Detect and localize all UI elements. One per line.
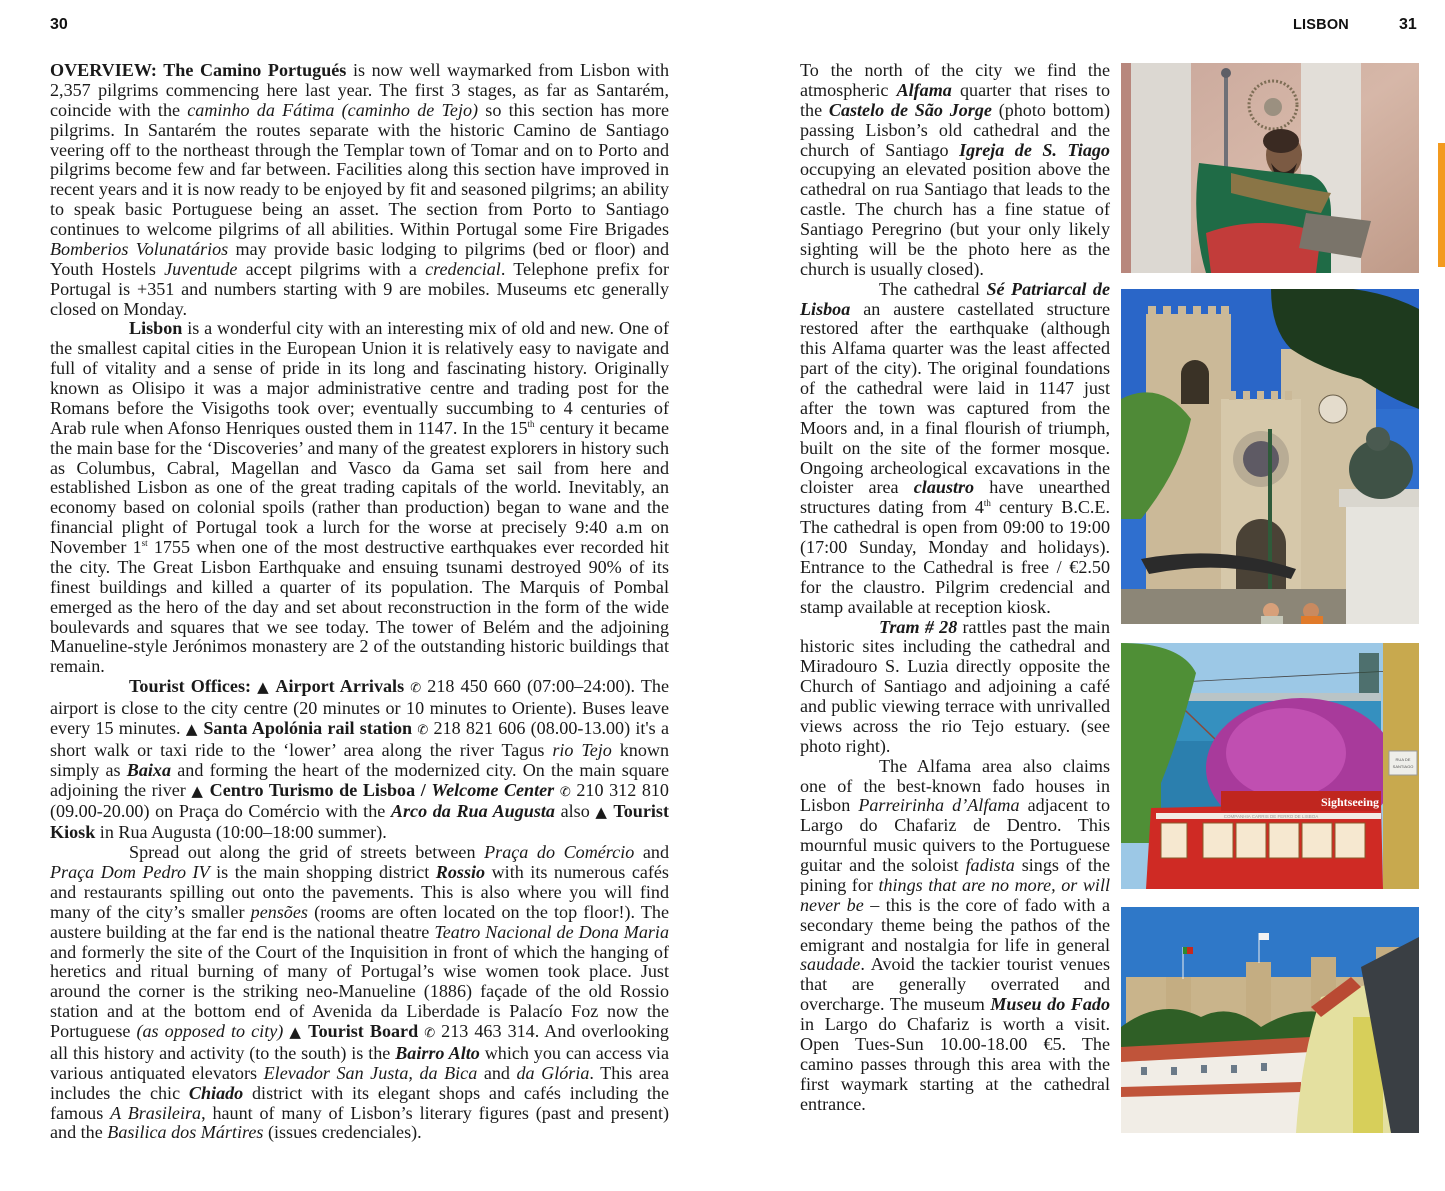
text-run: . Avoid the tackier tourist venues that are generally overrated and overcharge. The museum	[800, 954, 1110, 1015]
text-run: Airport Arrivals	[270, 676, 405, 697]
paragraph	[800, 280, 1110, 618]
text-run: 218 821 606 (08.00-13.00) it's a short walk or taxi ride to the ‘lower’ area along the river Tagus	[50, 717, 669, 760]
text-run: sings of the pining for	[800, 855, 1110, 895]
text-run: Rossio	[435, 862, 486, 882]
text-run: district with its elegant shops and cafés including the famous	[50, 1082, 669, 1123]
tram-banner-text: Sightseeing	[1321, 795, 1380, 809]
text-run: 218 450 660 (07:00–24:00). The airport is close to the city centre (20 minutes or 10 minutes to Oriente). Buses leave every 15 minutes.	[50, 676, 669, 738]
text-run: 210 312 810 (09.00-20.00) on Praça do Comércio with the	[50, 779, 669, 822]
text-run: century it became the main base for the ‘Discoveries’ and many of the greatest explorers in history such as Columbus, Cabral, Magellan and Vasco da Gama set sail from here and established Lisbon as one of the great trading capitals of the world. Inevitably, an economy based on colonial spoils (rather than production) began to wane and the financial plight of Portugal took a lurch for the worse at precisely 9:40 a.m on November 1	[50, 417, 669, 557]
text-run: credencial	[425, 258, 501, 279]
svg-text:SANTIAGO: SANTIAGO	[1392, 764, 1414, 769]
text-run: Basilica dos Mártires	[107, 1122, 264, 1143]
text-run: things that are no more, or will never be	[800, 874, 1110, 915]
page-number-right: 31	[1399, 16, 1417, 33]
text-run: Tourist Kiosk	[50, 801, 669, 843]
text-run: and forming the heart of the modernized city. On the main square adjoining the river	[50, 759, 669, 800]
text-run: known simply as	[50, 739, 669, 780]
text-run: quarter that rises to the	[800, 79, 1110, 120]
se-cathedral-photo	[1121, 289, 1419, 624]
text-run: an austere castellated structure restored after the earthquake (although this Alfama quarter was the least affected part of the city). The original foundations of the cathedral were laid in 1147 just after the town was captured from the Moors and, in a final flourish of triumph, built on the site of the former mosque. Ongoing archeological excavations in the cloister area	[800, 298, 1110, 498]
right-text-column	[800, 61, 1110, 1114]
text-run: (as opposed to city)	[136, 1021, 284, 1041]
phone-icon: ✆	[410, 681, 422, 697]
text-run: Baixa	[126, 759, 172, 780]
text-run: Lisbon	[129, 318, 183, 339]
text-run: Centro Turismo de Lisboa /	[204, 779, 432, 800]
triangle-marker-icon: ▲	[191, 781, 205, 800]
text-run: which you can access via various antiquated elevators	[50, 1042, 669, 1083]
paragraph	[50, 677, 669, 843]
paragraph	[800, 618, 1110, 757]
text-run: have unearthed structures dating from 4	[800, 477, 1110, 518]
text-run: Parreirinha d’Alfama	[858, 795, 1020, 816]
phone-icon: ✆	[424, 1026, 436, 1041]
text-run: rio Tejo	[552, 739, 612, 760]
text-run: Tourist Offices:	[129, 676, 258, 697]
text-run: To the north of the city we find the atmospheric	[800, 60, 1110, 100]
text-run: fadista	[965, 855, 1015, 875]
text-run: in Largo do Chafariz is worth a visit. Open Tues-Sun 10.00-18.00 €5. The camino passes through this area with the first waymark starting at the cathedral entrance.	[800, 1014, 1110, 1114]
statue-of-santiago-peregrino-photo	[1121, 63, 1419, 273]
text-run: so this section has more pilgrims. In Santarém the routes separate with the historic Camino de Santiago veering off to the northeast through the Templar town of Tomar and on to Porto and pilgrims become few and far between. Facilities along this section have improved in recent years and it is now ready to be enjoyed by fit and seasoned pilgrims; an ability to speak basic Portuguese being an asset. The section from Porto to Santiago continues to welcome pilgrims of all abilities. Within Portugal some Fire Brigades	[50, 99, 669, 239]
text-run: 213 463 314. And overlooking all this history and activity (to the south) is the	[50, 1021, 669, 1063]
text-run: also	[554, 801, 596, 822]
text-run: Igreja de S. Tiago	[959, 139, 1110, 160]
text-run: in Rua Augusta (10:00–18:00 summer).	[95, 822, 387, 843]
tram-illustration	[1121, 643, 1419, 889]
text-run: Spread out along the grid of streets between	[129, 842, 485, 863]
text-run: (photo bottom) passing Lisbon’s old cathedral and the church of Santiago	[800, 99, 1110, 160]
text-run: Museu do Fado	[990, 994, 1110, 1015]
text-run: Bairro Alto	[395, 1042, 480, 1063]
text-run: da Glória	[516, 1062, 590, 1083]
text-run: Arco da Rua Augusta	[390, 801, 555, 822]
svg-text:COMPANHIA CARRIS DE FERRO DE L: COMPANHIA CARRIS DE FERRO DE LISBOA	[1223, 814, 1319, 819]
text-run: Teatro Nacional de Dona Maria	[434, 921, 669, 942]
text-run: (issues credenciales).	[263, 1122, 422, 1143]
text-run: Chiado	[188, 1082, 244, 1103]
paragraph	[50, 843, 669, 1143]
triangle-marker-icon: ▲	[289, 1023, 303, 1041]
text-run: Elevador San Justa, da Bica	[263, 1062, 478, 1083]
text-run: is a wonderful city with an interesting mix of old and new. One of the smallest capital cities in the European Union it is relatively easy to navigate and full of vitality and a sense of pride in its long and fascinating history. Originally known as Olisipo it was a major administrative centre and trading post for the Romans before the Visigoths took over; eventually succumbing to 4 centuries of Arab rule when Afonso Henriques ousted them in 1147. In the 15	[50, 318, 669, 438]
text-run: Praça do Comércio	[484, 842, 635, 863]
statue-illustration	[1121, 63, 1419, 273]
street-sign-text: RUA DE	[1395, 757, 1411, 762]
text-run: Welcome Center	[431, 779, 555, 800]
castelo-sao-jorge-photo	[1121, 907, 1419, 1133]
text-run: . Telephone prefix for Portugal is +351 and numbers starting with 9 are mobiles. Museums etc generally closed on Monday.	[50, 258, 669, 319]
triangle-marker-icon: ▲	[257, 678, 271, 697]
text-run: occupying an elevated position above the cathedral on rua Santiago that leads to the castle. The church has a fine statue of Santiago Peregrino (but your only likely sighting will be the photo here as the church is usually closed).	[800, 159, 1110, 279]
text-run: 1755 when one of the most destructive earthquakes ever recorded hit the city. The Great Lisbon Earthquake and ensuing tsunami destroyed 90% of its finest buildings and killed a quarter of its population. The Marquis of Pombal emerged as the hero of the day and set about reconstruction in the form of the wide boulevards and squares that we see today. The tower of Belém and the adjoining Manueline-style Jerónimos monastery are 2 of the outstanding historic buildings that remain.	[50, 537, 669, 677]
text-run: Alfama	[896, 79, 952, 100]
phone-icon: ✆	[559, 784, 571, 800]
text-run: A Brasileira	[110, 1102, 202, 1123]
castle-illustration	[1121, 907, 1419, 1133]
text-run: Castelo de São Jorge	[828, 99, 992, 120]
text-run: OVERVIEW: The Camino Portugués	[50, 60, 347, 80]
text-run: century B.C.E. The cathedral is open from 09:00 to 19:00 (17:00 Sunday, Monday and holidays). Entrance to the Cathedral is free / €2.50 for the claustro. Pilgrim credencial and stamp available at reception kiosk.	[800, 497, 1111, 617]
text-run: Juventude	[164, 258, 238, 279]
text-run: may provide basic lodging to pilgrims (bed or floor) and Youth Hostels	[50, 238, 669, 279]
text-run: Santa Apolónia rail station	[198, 717, 413, 738]
text-run: adjacent to Largo do Chafariz de Dentro. This mournful music quivers to the Portuguese guitar and the soloist	[800, 795, 1110, 875]
text-run: and	[477, 1062, 517, 1083]
text-run: . This area includes the chic	[50, 1062, 669, 1103]
text-run: , haunt of many of Lisbon’s literary figures (past and present) and the	[50, 1102, 670, 1143]
text-run: and	[634, 842, 670, 863]
text-run: Tourist Board	[302, 1021, 419, 1041]
paragraph	[50, 319, 669, 677]
text-run: Tram # 28	[879, 616, 958, 637]
tram-28-photo	[1121, 643, 1419, 889]
text-run: The cathedral	[879, 278, 987, 299]
text-run: and formerly the site of the Court of the Inquisition in front of which the hanging of heretics and ritual burning of many of Portugal’s wise women took place. Just around the corner is the striking neo-Manueline (1886) façade of the old Rossio station and at the bottom end of Avenida da Liberdade is Palacío Foz now the Portuguese	[50, 941, 669, 1041]
text-run: Bomberios Volunatários	[50, 238, 229, 259]
cathedral-illustration	[1121, 289, 1419, 624]
paragraph	[50, 61, 669, 319]
text-run: pensões	[250, 901, 308, 922]
left-text-column	[50, 61, 669, 1143]
chapter-thumb-tab	[1438, 143, 1445, 267]
text-run: The Alfama area also claims one of the best-known fado houses in Lisbon	[800, 755, 1110, 816]
text-run: – this is the core of fado with a secondary theme being the pathos of the emigrant and nostalgia for life in general	[800, 894, 1110, 955]
text-run: rattles past the main historic sites including the cathedral and Miradouro S. Luzia directly opposite the Church of Santiago and adjoining a café and public viewing terrace with unrivalled views across the rio Tejo estuary. (see photo right).	[800, 616, 1111, 756]
paragraph	[800, 757, 1110, 1115]
running-head: LISBON	[1293, 17, 1349, 33]
text-run: saudade	[800, 954, 861, 975]
text-run: st	[141, 538, 148, 548]
triangle-marker-icon: ▲	[595, 803, 609, 822]
phone-icon: ✆	[417, 722, 429, 738]
text-run: is now well waymarked from Lisbon with 2,357 pilgrims commencing here last year. The first 3 stages, as far as Santarém, coincide with the	[50, 60, 669, 120]
text-run: accept pilgrims with a	[237, 258, 426, 279]
text-run: Praça Dom Pedro IV	[50, 862, 210, 882]
text-run: Sé Patriarcal de Lisboa	[800, 278, 1110, 319]
text-run: caminho da Fátima (caminho de Tejo)	[187, 99, 479, 120]
page-number-left: 30	[50, 16, 68, 33]
text-run: (rooms are often located on the top floor!). The austere building at the far end is the national theatre	[50, 901, 670, 942]
text-run: claustro	[913, 477, 975, 498]
paragraph	[800, 61, 1110, 280]
text-run: with its numerous cafés and restaurants spilling out onto the pavements. This is also where you will find many of the city’s smaller	[50, 862, 669, 922]
text-run: is the main shopping district	[209, 862, 436, 882]
triangle-marker-icon: ▲	[185, 719, 199, 738]
text-run: th	[527, 418, 535, 429]
text-run: th	[983, 498, 991, 509]
